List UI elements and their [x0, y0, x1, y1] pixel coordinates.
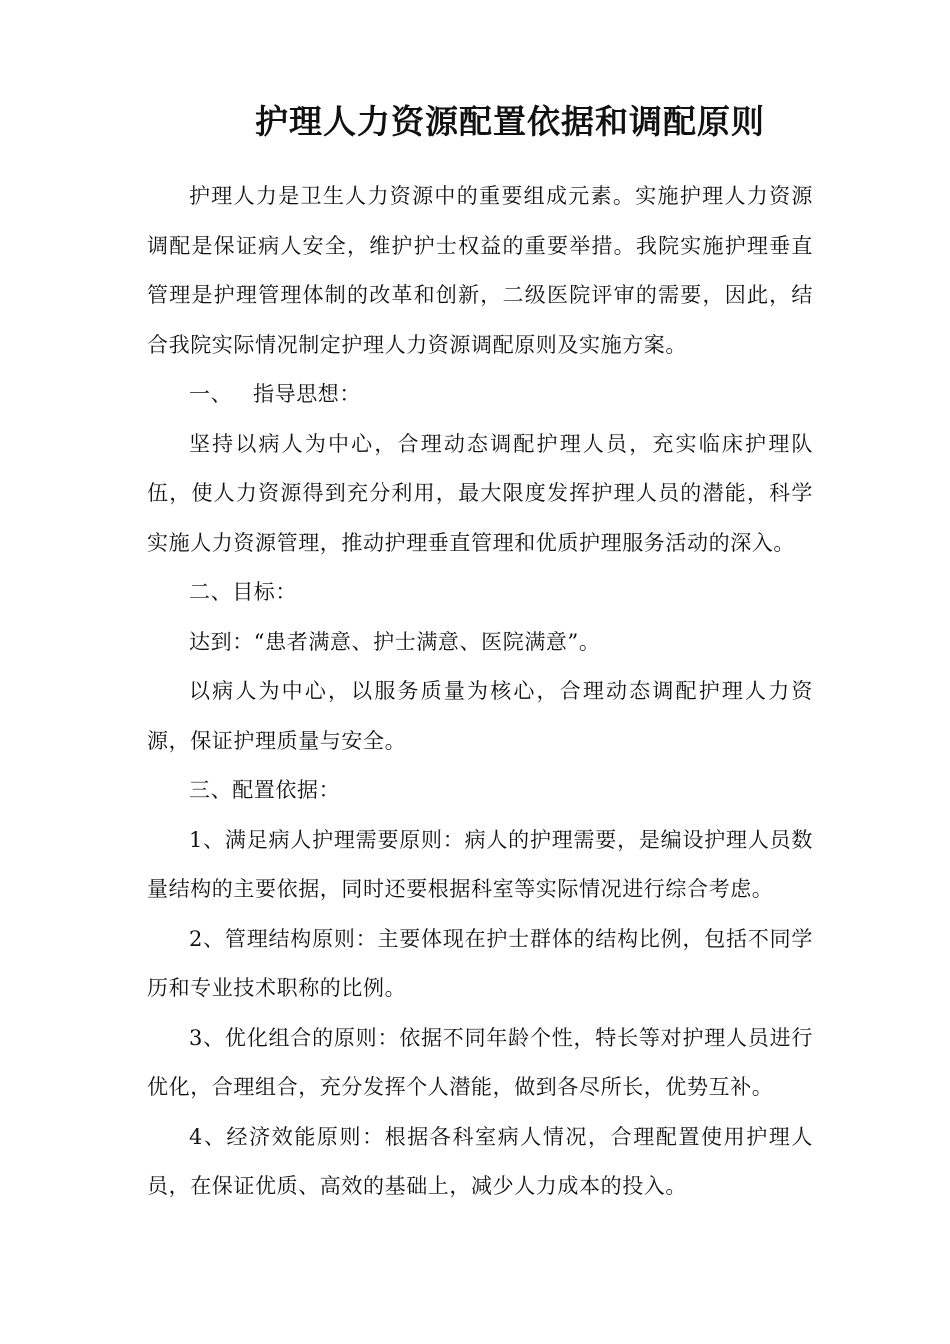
intro-paragraph: 护理人力是卫生人力资源中的重要组成元素。实施护理人力资源调配是保证病人安全，维护护士权益的重要举措。我院实施护理垂直管理是护理管理体制的改革和创新，二级医院评审的需要，因此，结合我院实际情况制定护理人力资源调配原则及实施方案。 [147, 184, 813, 357]
section-1-heading [147, 370, 813, 420]
section-1-number: 一、 [189, 382, 233, 406]
section-1-paragraph: 坚持以病人为中心，合理动态调配护理人员，充实临床护理队伍，使人力资源得到充分利用，最大限度发挥护理人员的潜能，科学实施人力资源管理，推动护理垂直管理和优质护理服务活动的深入。 [147, 431, 813, 555]
section-3-heading: 三、配置依据： [189, 778, 341, 802]
document-body [147, 172, 813, 1212]
section-1-heading-text: 指导思想： [253, 382, 361, 406]
section-2-paragraph: 以病人为中心，以服务质量为核心，合理动态调配护理人力资源，保证护理质量与安全。 [147, 679, 813, 753]
section-3-item-3: 3、优化组合的原则：依据不同年龄个性，特长等对护理人员进行优化，合理组合，充分发挥个人潜能，做到各尽所长，优势互补。 [147, 1025, 813, 1099]
section-2-heading: 二、目标： [189, 580, 297, 604]
document-title: 护理人力资源配置依据和调配原则 [255, 102, 765, 141]
section-3-item-4: 4、经济效能原则：根据各科室病人情况，合理配置使用护理人员，在保证优质、高效的基础上，减少人力成本的投入。 [147, 1124, 813, 1198]
section-3-item-2: 2、管理结构原则：主要体现在护士群体的结构比例，包括不同学历和专业技术职称的比例。 [147, 926, 813, 1000]
section-3-item-1: 1、满足病人护理需要原则：病人的护理需要，是编设护理人员数量结构的主要依据，同时还要根据科室等实际情况进行综合考虑。 [147, 827, 813, 901]
section-2-goal: 达到：“患者满意、护士满意、医院满意”。 [189, 629, 601, 654]
